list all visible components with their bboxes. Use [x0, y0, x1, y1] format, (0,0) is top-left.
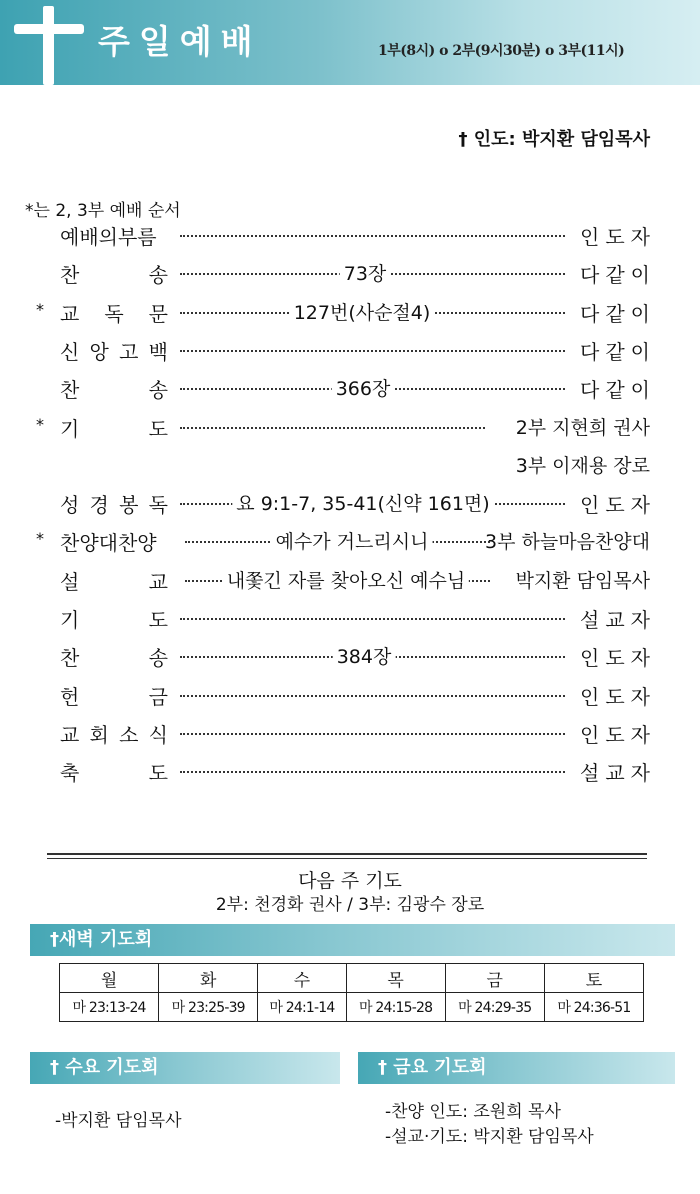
leader-dots [180, 733, 565, 735]
day-header: 화 [159, 964, 258, 993]
day-header: 토 [544, 964, 643, 993]
order-item-label: 기 도 [60, 416, 168, 441]
cross-icon-bar [14, 24, 84, 34]
next-prayer-sub: 2부: 천경화 권사 / 3부: 김광수 장로 [215, 895, 485, 915]
star-marker: * [36, 414, 44, 434]
wednesday-prayer-text: -박지환 담임목사 [55, 1111, 182, 1131]
order-item-detail: 예수가 거느리시니 [272, 527, 433, 554]
order-item-label: 예배의부름 [60, 225, 157, 249]
order-item-detail: 366장 [332, 374, 395, 401]
order-row [0, 604, 700, 634]
order-item-label: 기 도 [60, 608, 168, 632]
order-item-detail: 127번(사순절4) [290, 298, 435, 325]
order-item-detail: 73장 [340, 259, 391, 286]
order-row [0, 374, 700, 404]
order-item-person: 설교자 [580, 608, 656, 632]
divider [47, 853, 647, 855]
order-row [0, 527, 700, 557]
day-header: 수 [258, 964, 346, 993]
day-header: 금 [445, 964, 544, 993]
dawn-prayer-header: †새벽 기도회 [30, 924, 675, 956]
order-row [0, 642, 700, 672]
order-item-label: 헌 금 [60, 684, 168, 709]
order-item-person: 다같이 [580, 263, 656, 288]
order-item-label: 교 독 문 [60, 301, 168, 326]
star-marker: * [36, 299, 44, 319]
order-item-person: 인도자 [580, 225, 656, 249]
order-item-person: 다같이 [580, 339, 656, 364]
day-header: 목 [346, 964, 445, 993]
order-item-person: 다같이 [580, 378, 656, 403]
order-item-label: 찬 송 [60, 263, 168, 288]
order-row [0, 336, 700, 366]
order-item-label: 찬양대찬양 [60, 531, 157, 556]
leader-dots [180, 350, 565, 352]
order-row [0, 259, 700, 289]
order-item-person: 박지환 담임목사 [515, 569, 650, 592]
friday-prayer-line: -찬양 인도: 조원희 목사 [385, 1102, 561, 1122]
order-item-person: 인도자 [580, 722, 656, 747]
table-row [60, 993, 644, 1022]
order-item-detail: 384장 [333, 642, 396, 669]
leader-dots [180, 235, 565, 237]
order-item-person: 인도자 [580, 493, 656, 518]
day-verse: 마 24:29-35 [445, 993, 544, 1022]
service-leader: † 인도: 박지환 담임목사 [458, 129, 650, 150]
order-item-detail: 요 9:1-7, 35-41(신약 161면) [232, 489, 493, 516]
order-item-person: 설교자 [580, 761, 656, 786]
leader-dots [180, 695, 565, 697]
divider [47, 858, 647, 859]
day-verse: 마 24:1-14 [258, 993, 346, 1022]
order-item-person: 인도자 [580, 646, 656, 671]
leader-dots [180, 618, 565, 620]
day-verse: 마 23:13-24 [60, 993, 159, 1022]
table-row [60, 964, 644, 993]
order-item-person: 3부 이재용 장로 [515, 454, 650, 477]
order-item-person: 3부 하늘마음찬양대 [485, 531, 650, 554]
order-item-label: 설 교 [60, 569, 168, 594]
day-verse: 마 24:15-28 [346, 993, 445, 1022]
order-row [0, 566, 700, 596]
order-row [0, 451, 700, 481]
order-item-label: 찬 송 [60, 378, 168, 403]
order-item-detail: 내쫓긴 자를 찾아오신 예수님 [223, 566, 469, 593]
day-verse: 마 23:25-39 [159, 993, 258, 1022]
order-row [0, 221, 700, 251]
friday-prayer-header: † 금요 기도회 [358, 1052, 675, 1084]
day-verse: 마 24:36-51 [544, 993, 643, 1022]
leader-dots [180, 771, 565, 773]
order-row [0, 489, 700, 519]
page-title: 주일예배 [98, 22, 262, 61]
leader-dots [180, 427, 485, 429]
cross-icon [43, 6, 54, 85]
order-item-label: 찬 송 [60, 646, 168, 671]
header-banner [0, 0, 700, 85]
order-note: *는 2, 3부 예배 순서 [25, 201, 181, 221]
order-row [0, 757, 700, 787]
order-row [0, 719, 700, 749]
order-row [0, 413, 700, 443]
day-header: 월 [60, 964, 159, 993]
order-item-label: 성 경 봉 독 [60, 493, 168, 518]
friday-prayer-line: -설교·기도: 박지환 담임목사 [385, 1127, 594, 1147]
star-marker: * [36, 529, 44, 549]
order-item-label: 축 도 [60, 761, 168, 786]
order-item-person: 인도자 [580, 684, 656, 709]
service-times: 1부(8시) ο 2부(9시30분) ο 3부(11시) [378, 43, 625, 59]
order-item-label: 신 앙 고 백 [60, 339, 168, 364]
order-item-label: 교 회 소 식 [60, 722, 168, 747]
next-prayer-title: 다음 주 기도 [298, 870, 402, 892]
order-item-person: 다같이 [580, 301, 656, 326]
order-row [0, 298, 700, 328]
dawn-prayer-table [59, 963, 644, 1022]
order-row [0, 681, 700, 711]
order-item-person: 2부 지현희 권사 [515, 416, 650, 439]
wednesday-prayer-header: † 수요 기도회 [30, 1052, 340, 1084]
